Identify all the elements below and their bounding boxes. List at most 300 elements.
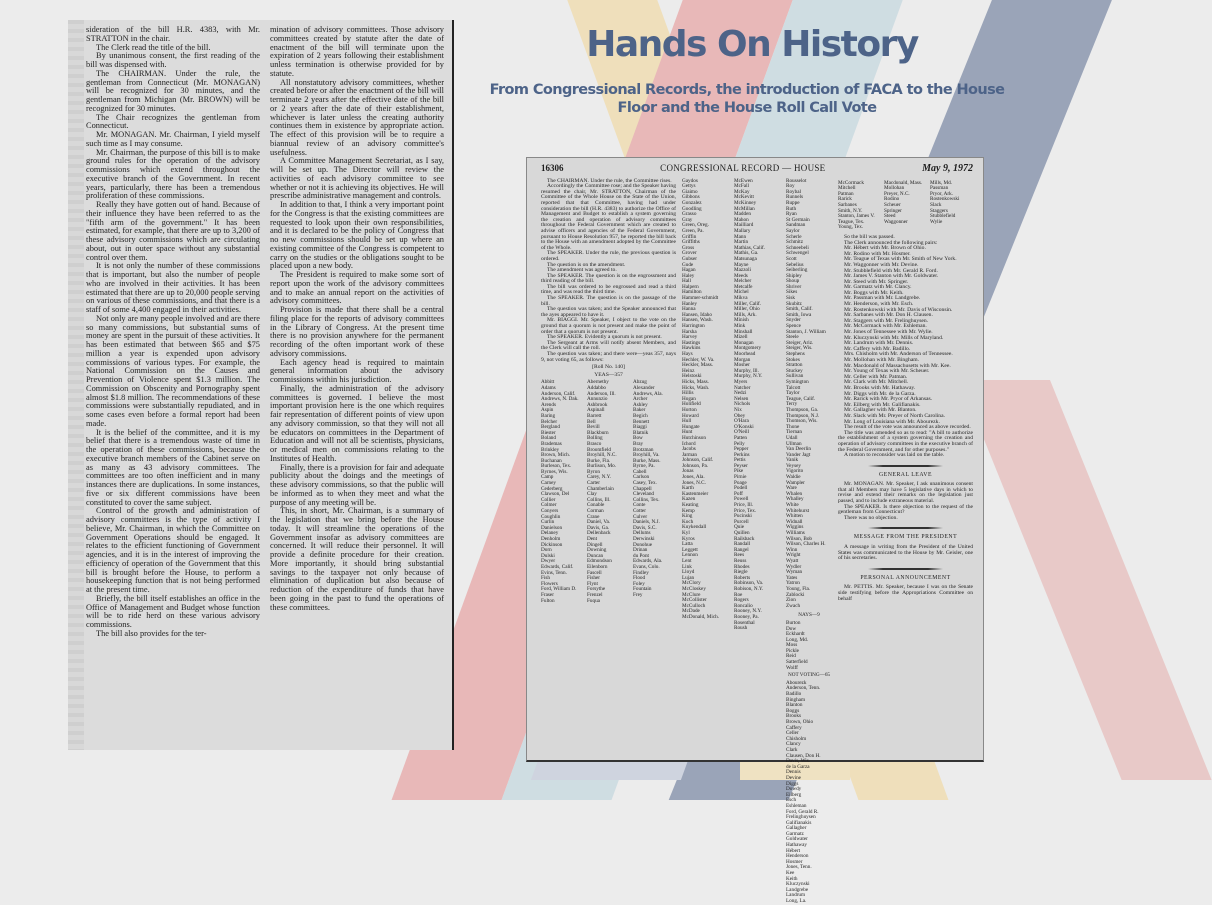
member-name: Wiggins	[786, 524, 804, 531]
member-name: Abzug	[633, 379, 647, 386]
member-name: Schneebeli	[786, 244, 809, 251]
member-name: Broomfield	[587, 446, 611, 453]
member-name: Rarick	[838, 196, 852, 203]
member-name: McClory	[682, 580, 701, 587]
publication-title: CONGRESSIONAL RECORD — HOUSE	[660, 163, 826, 173]
record-header	[541, 163, 973, 174]
member-name: Carter	[587, 480, 600, 487]
member-name: Burlison, Mo.	[587, 463, 616, 470]
member-name: Steele	[786, 334, 799, 341]
member-name: McDonald, Mich.	[682, 613, 720, 620]
member-name: Taylor	[786, 390, 800, 397]
member-name: Hogan	[682, 395, 696, 402]
member-name: Dorn	[541, 547, 552, 554]
member-name: O'Hara	[734, 418, 749, 425]
member-name: McKevitt	[734, 194, 754, 201]
pair-entry: Mr. Passman with Mr. Landgrebe.	[844, 295, 921, 302]
member-name: Hansen, Wash.	[682, 317, 713, 324]
member-name: Ashley	[633, 401, 648, 408]
member-name: Bergland	[541, 424, 560, 431]
pair-entry: Mr. Henderson, with Mr. Esch.	[844, 301, 914, 308]
member-name: Forsythe	[587, 586, 606, 593]
member-name: Smith, N.Y.	[838, 207, 863, 214]
member-name: Garmatz	[786, 830, 804, 837]
member-name: Dow	[786, 625, 797, 632]
member-name: Bray	[633, 440, 644, 447]
member-name: Wydler	[786, 563, 802, 570]
member-name: Corman	[587, 508, 604, 515]
member-name: McDade	[682, 608, 700, 615]
member-name: Fish	[541, 575, 550, 582]
member-name: Hays	[682, 351, 693, 357]
paragraph: Mr. MONAGAN. Mr. Chairman, I yield myself such time as I may consume.	[86, 130, 260, 148]
member-name: Whalen	[786, 490, 803, 497]
member-name: McClure	[682, 591, 701, 598]
member-name: Morgan	[734, 356, 751, 363]
paragraph: A Committee Management Secretariat, as I say, will be set up. The Director will review the activities of each advisory committee to see whether or not it is achieving its objectives. He will prescribe administrative management and controls.	[270, 156, 444, 201]
member-name: Kemp	[682, 507, 695, 514]
member-name: Abbitt	[541, 379, 555, 386]
member-name: Staggers	[930, 207, 948, 214]
paragraph: The amendment was agreed to.	[547, 267, 617, 274]
member-name: Robinson, Va.	[734, 580, 764, 587]
member-name: Byrne, Pa.	[633, 463, 655, 470]
paragraph: The SPEAKER. Evidently a quorum is not present.	[547, 334, 662, 341]
member-name: Roe	[734, 591, 743, 598]
page-bleed-edge	[68, 20, 84, 750]
member-name: Broyhill, N.C.	[587, 452, 617, 459]
member-name: Boggs	[786, 707, 800, 714]
member-name: McFall	[734, 183, 749, 190]
member-name: Danielson	[541, 524, 563, 531]
left-page-column-1	[86, 26, 260, 750]
member-name: Melcher	[734, 278, 752, 285]
member-name: Gonzalez	[682, 199, 702, 206]
member-name: Holifield	[682, 401, 701, 408]
member-name: Flowers	[541, 580, 558, 587]
member-name: Wilson, Charles H.	[786, 541, 826, 548]
pair-entry: Mr. Garmatz with Mr. Clancy.	[844, 284, 912, 291]
member-name: Leggett	[682, 546, 698, 553]
paragraph: The Chair recognizes the gentleman from Connecticut.	[86, 112, 260, 131]
member-name: Hutchinson	[682, 434, 706, 441]
member-name: Brasco	[587, 440, 602, 447]
member-name: Skubitz	[786, 300, 802, 307]
paragraph: Really they have gotten out of hand. Because of their influence they have been referred to as the "fifth arm of the government." It has been estimated, for example, that there are up to 3,200 of these advisory commissions which are circulating about, out in outer space without any substantial control over them.	[86, 200, 260, 262]
member-name: Stuckey	[786, 367, 803, 374]
member-name: Rooney, N.Y.	[734, 608, 762, 615]
member-name: Keating	[682, 502, 699, 509]
member-name: Patman	[838, 190, 854, 197]
member-name: McKay	[734, 188, 750, 195]
member-name: Cederberg	[541, 485, 563, 492]
member-name: Hunt	[682, 429, 693, 436]
paragraph: All nonstatutory advisory committees, whether created before or after the enactment of the bill will terminate 2 years after the effective date of the bill or 2 years after the date of their establishment, whichever is later unless the creating authority continues them in existence by appropriate action. The effect of this provision will be to require a biannual review of an advisory committee's usefulness.	[270, 77, 444, 157]
member-name: Kuykendall	[682, 524, 707, 531]
member-name: Thompson, Ga.	[786, 406, 819, 413]
member-name: Brinkley	[541, 446, 560, 453]
right-page-column-5	[838, 179, 973, 905]
member-name: Gallagher	[786, 825, 807, 832]
member-name: Pucinski	[734, 513, 752, 520]
member-name: Winn	[786, 546, 798, 553]
member-name: Vanik	[786, 457, 799, 464]
member-name: McCollister	[682, 597, 707, 604]
vote-result: The result of the vote was announced as above recorded.	[844, 424, 971, 431]
member-name: Smith, Calif.	[786, 306, 813, 313]
member-name: Aspinall	[587, 407, 605, 414]
pair-entry: Mr. Slack with Mr. Preyer of North Carolina.	[844, 412, 945, 419]
member-name: Yatron	[786, 580, 800, 587]
member-name: Addabbo	[587, 384, 607, 391]
member-name: Burleson, Tex.	[541, 463, 572, 470]
member-name: Adams	[541, 384, 556, 391]
member-name: Nelsen	[734, 395, 749, 402]
member-name: Goldwater	[786, 836, 808, 843]
member-name: Widnall	[786, 518, 803, 525]
member-name: Meeds	[734, 272, 748, 279]
member-name: du Pont	[633, 552, 649, 559]
member-name: Eckhardt	[786, 631, 805, 638]
member-name: White	[786, 502, 799, 509]
member-name: Tiernan	[786, 429, 802, 436]
member-name: Roncalio	[734, 602, 753, 609]
member-name: Lloyd	[682, 569, 695, 576]
member-name: Edmondson	[587, 558, 612, 565]
member-name: Green, Oreg.	[682, 222, 709, 229]
paragraph: The bill also provides for the ter-	[96, 628, 207, 638]
member-name: Barrett	[587, 412, 602, 419]
member-name: Sandman	[786, 222, 806, 229]
member-name: Curlin	[541, 519, 555, 526]
paragraph: The Clerk read the title of the bill.	[96, 42, 211, 52]
member-name: Terry	[786, 401, 798, 408]
member-name: Clausen, Don H.	[786, 752, 821, 759]
member-name: Eshleman	[786, 802, 807, 809]
member-name: Murphy, Ill.	[734, 367, 759, 374]
member-name: Devine	[786, 774, 801, 781]
member-name: Keith	[786, 875, 798, 882]
paragraph: mination of advisory committees. Those advisory committees created by statute after the date of enactment of the bill will terminate upon the expiration of 2 years following their establishment unless termination is otherwise provided for by statute.	[270, 25, 444, 78]
member-name: Rhodes	[734, 563, 750, 570]
member-name: Roy	[786, 183, 795, 190]
member-name: Clawson, Del	[541, 491, 570, 498]
pairs-intro: The Clerk announced the following pairs:	[844, 239, 938, 246]
member-name: Baring	[541, 412, 556, 419]
member-name: Frey	[633, 591, 643, 598]
paragraph: The question was taken; and the Speaker announced that the ayes appeared to have it.	[541, 306, 676, 318]
member-name: Sisk	[786, 295, 795, 302]
decorative-stripe-pink-lower	[960, 380, 1212, 780]
member-name: Hanna	[682, 306, 696, 313]
member-name: Cleveland	[633, 491, 655, 498]
member-name: Gibbons	[682, 194, 700, 201]
member-name: McMillan	[734, 205, 755, 212]
member-name: Myers	[734, 378, 748, 385]
member-name: Frelinghuysen	[786, 814, 816, 821]
member-name: Rangel	[734, 546, 749, 553]
member-name: Frenzel	[587, 591, 603, 598]
member-name: Satterfield	[786, 659, 808, 666]
member-name: Brown, Ohio	[786, 719, 814, 725]
member-name: Edwards, Ala.	[633, 558, 663, 565]
member-name: Mahon	[734, 216, 749, 223]
section-divider	[868, 527, 943, 529]
member-name: Howard	[682, 412, 699, 419]
member-name: Burton	[786, 619, 801, 626]
member-name: Perkins	[734, 451, 750, 458]
pair-entry: Mr. Rostenkowski with Mr. Davis of Wisconsin.	[844, 306, 953, 313]
member-name: Veysey	[786, 462, 801, 469]
member-name: Shriver	[786, 283, 802, 290]
member-name: Crane	[587, 513, 600, 520]
member-name: Vander Jagt	[786, 451, 811, 458]
member-name: Stokes	[786, 356, 800, 363]
member-name: Rogers	[734, 597, 749, 604]
member-name: Moorhead	[734, 351, 756, 357]
member-name: Carlson	[633, 474, 650, 481]
member-name: Patten	[734, 434, 747, 441]
member-name: Nedzi	[734, 390, 747, 397]
member-name: Montgomery	[734, 345, 762, 352]
member-name: Reid	[786, 653, 796, 660]
member-name: Rostenkowski	[930, 196, 960, 203]
member-name: Udall	[786, 434, 798, 441]
member-name: Andrews, Ala.	[633, 390, 663, 397]
pair-entry: Mr. Sarbanes with Mr. Don H. Clausen.	[844, 312, 933, 319]
member-name: Wyman	[786, 569, 803, 576]
member-name: Gubser	[682, 255, 697, 262]
member-name: Wilson, Bob	[786, 535, 813, 542]
member-name: Horton	[682, 406, 697, 413]
member-name: Macdonald, Mass.	[884, 179, 923, 186]
pair-entry: Mr. Diggs with Mr. de la Garza.	[844, 390, 916, 397]
member-name: Jones, Tenn.	[786, 864, 812, 871]
member-name: Bingham	[786, 696, 806, 703]
member-name: Mizell	[734, 334, 748, 341]
member-name: Nix	[734, 406, 742, 413]
member-name: Purcell	[734, 518, 749, 525]
member-name: Abernethy	[587, 379, 609, 386]
member-name: Badillo	[786, 691, 802, 698]
member-name: Jarman	[682, 451, 697, 458]
member-name: Downing	[587, 547, 607, 554]
member-name: Pike	[734, 468, 744, 475]
member-name: Byron	[587, 468, 600, 475]
member-name: Landrum	[786, 892, 806, 899]
pair-entry: Mr. Stubblefield with Mr. Gerald R. Ford.	[844, 267, 938, 274]
member-name: Belcher	[541, 418, 558, 425]
member-name: Williams	[786, 530, 805, 536]
member-name: Young, Tex.	[838, 224, 864, 231]
member-name: Hawkins	[682, 345, 701, 352]
member-name: Van Deerlin	[786, 446, 811, 453]
member-name: Sebelius	[786, 261, 804, 268]
member-name: Fulton	[541, 597, 555, 604]
roll-number: [Roll No. 140]	[592, 364, 625, 371]
member-name: Riegle	[734, 569, 748, 576]
member-name: Lennon	[682, 552, 698, 559]
paragraph: The SPEAKER. Under the rule, the previous question is ordered.	[541, 250, 676, 262]
member-name: Sikes	[786, 289, 798, 296]
member-name: Anderson, Calif.	[541, 390, 576, 397]
member-name: Koch	[682, 518, 694, 525]
member-name: Saylor	[786, 227, 800, 234]
member-name: Conyers	[541, 508, 559, 515]
section-divider	[868, 465, 943, 467]
member-name: Dwyer	[541, 558, 556, 565]
member-name: Robison, N.Y.	[734, 585, 764, 592]
not-voting-heading: NOT VOTING—65	[787, 672, 831, 679]
member-name: Jacobs	[682, 446, 696, 453]
yeas-heading: YEAS—357	[594, 371, 623, 378]
member-name: Karth	[682, 485, 694, 492]
message-text: A message in writing from the President of the United States was communicated to the House by Mr. Geisler, one of his secretaries.	[838, 544, 973, 562]
paragraph: The CHAIRMAN. Under the rule, the Committee rises.	[547, 177, 672, 184]
member-name: de la Garza	[786, 763, 810, 770]
member-name: Harrington	[682, 323, 705, 330]
member-name: Spence	[786, 323, 801, 330]
member-name: Eilenborn	[587, 563, 608, 570]
member-name: Johnson, Pa.	[682, 462, 709, 469]
member-name: Biester	[541, 429, 556, 436]
member-name: Hanley	[682, 300, 697, 307]
paragraph: The SPEAKER. The question is on the passage of the bill.	[541, 295, 676, 307]
member-name: Bow	[633, 435, 643, 442]
member-name: Bennett	[633, 418, 650, 425]
nays-heading: NAYS—9	[798, 612, 820, 619]
member-name: Rosenthal	[734, 619, 755, 626]
member-name: Hicks, Wash.	[682, 384, 710, 391]
member-name: McCloskey	[682, 585, 706, 592]
member-name: Boland	[541, 435, 556, 442]
pair-entry: Mr. Waggonner with Mr. Devine.	[844, 261, 919, 268]
member-name: Mills, Md.	[930, 179, 953, 186]
member-name: Podell	[734, 485, 748, 492]
paragraph: The Sergeant at Arms will notify absent Members, and the Clerk will call the roll.	[541, 339, 676, 352]
member-name: Mitchell	[838, 185, 856, 192]
paragraph: The SPEAKER. The question is on the engrossment and third reading of the bill.	[541, 272, 676, 285]
member-name: Daniel, Va.	[587, 519, 611, 526]
member-name: Poff	[734, 490, 743, 497]
member-name: Pryor, Ark.	[930, 190, 953, 197]
message-heading: MESSAGE FROM THE PRESIDENT	[853, 534, 958, 541]
paragraph: The President is required to make some sort of report upon the work of the advisory committees and to make an annual report on the activities of advisory committees.	[270, 270, 444, 306]
member-name: Stubblefield	[930, 213, 956, 220]
speaker-objection: The SPEAKER. Is there objection to the request of the gentleman from Connecticut?	[838, 503, 973, 516]
member-name: McEwen	[734, 177, 753, 184]
member-name: Fuqua	[587, 597, 600, 604]
member-name: Brotzman	[633, 446, 654, 453]
member-name: Clark	[786, 746, 798, 753]
member-name: Zion	[786, 597, 796, 604]
pair-entry: Mr. Rodino with Mr. Hosmer.	[844, 250, 911, 257]
member-name: Grover	[682, 250, 697, 257]
member-name: Steiger, Ariz.	[786, 339, 814, 346]
member-name: Buchanan	[541, 457, 562, 464]
member-name: Smith, Iowa	[786, 311, 812, 318]
member-name: Heinz	[682, 367, 695, 374]
member-name: Kyl	[682, 530, 690, 536]
member-name: Burke, Fla.	[587, 457, 611, 464]
member-name: McKinney	[734, 199, 757, 206]
title-block	[470, 24, 1024, 117]
member-name: Whalley	[786, 496, 804, 503]
member-name: Dellenback	[587, 530, 611, 537]
member-name: Hansen, Idaho	[682, 311, 712, 318]
member-name: Poage	[734, 479, 747, 486]
member-name: Pelly	[734, 440, 745, 447]
page-number: 16306	[541, 163, 564, 173]
member-name: Harsha	[682, 328, 697, 335]
member-name: Collins, Ill.	[587, 496, 611, 503]
member-name: Teague, Tex.	[838, 218, 865, 225]
paragraph: This, in short, Mr. Chairman, is a summary of the legislation that we bring before the House today. It will streamline the operations of the Government insofar as advisory committees are concerned. It will reduce their personnel. It will provide a definite procedure for their creation. More importantly, it should bring substantial savings to the taxpayer not only because of elimination of duplication but also because of reduction of the expenditure of funds that have been going in the past to fund the operations of these committees.	[270, 506, 444, 612]
member-name: Nichols	[734, 401, 751, 408]
member-name: Davis, Wis.	[786, 758, 811, 765]
member-name: Stratton	[786, 362, 803, 369]
member-name: Thone	[786, 423, 800, 430]
member-name: Caffery	[786, 724, 802, 731]
member-name: Fascell	[587, 569, 602, 576]
member-name: McCormack	[838, 179, 864, 186]
member-name: Obey	[734, 412, 746, 419]
member-name: Denholm	[541, 536, 561, 542]
member-name: Preyer, N.C.	[884, 190, 910, 197]
pair-entry: Mr. Long of Louisiana with Mr. Abourezk.	[844, 418, 940, 425]
record-date: May 9, 1972	[922, 163, 973, 174]
pair-entry: Mr. Mollohan with Mr. Bingham.	[844, 357, 920, 363]
member-name: Latta	[682, 541, 693, 548]
pair-entry: Mr. Gallagher with Mr. Blanton.	[844, 407, 917, 414]
member-name: Price, Tex.	[734, 507, 757, 514]
member-name: Seiberling	[786, 267, 808, 274]
member-name: Anderson, Tenn.	[786, 685, 821, 692]
personal-announcement-heading: PERSONAL ANNOUNCEMENT	[860, 574, 951, 581]
paragraph: Finally, there is a provision for fair and adequate publicity about the doings and the meetings of these advisory commissions, so that the public will be informed as to when they meet and what the purpose of any meeting will be.	[270, 462, 444, 507]
member-name: Ashbrook	[587, 401, 608, 408]
member-name: Landgrebe	[786, 886, 809, 893]
member-name: Stephens	[786, 351, 805, 357]
paragraph: The bill was ordered to be engrossed and read a third time, and was read the third time.	[541, 283, 676, 296]
member-name: Chamberlain	[587, 485, 614, 492]
member-name: Vigorito	[786, 468, 804, 475]
member-name: Aspin	[541, 407, 554, 414]
member-name: Waldie	[786, 474, 801, 481]
pair-entry: Mr. Celler with Mr. Patman.	[844, 373, 908, 380]
member-name: Madden	[734, 211, 751, 218]
member-name: Dennis	[786, 769, 801, 776]
paragraph: In addition to that, I think a very important point for the Congress is that the existing committees are requested to look upon their own responsibilities, and it is declared to be the policy of Congress that no new commissions should be set up where an existing committee of the Congress is competent to carry on the studies or the obligations sought to be placed upon a new body.	[270, 200, 444, 271]
member-name: Baker	[633, 407, 646, 414]
member-name: Eilberg	[786, 791, 802, 798]
member-name: Reuss	[734, 557, 747, 564]
member-name: Edwards, Calif.	[541, 563, 574, 570]
member-name: Hosmer	[786, 858, 803, 865]
member-name: Celler	[786, 730, 799, 737]
member-name: Flood	[633, 575, 646, 582]
member-name: Giaimo	[682, 188, 698, 195]
member-name: Mailliard	[734, 222, 754, 229]
member-name: St Germain	[786, 216, 810, 223]
member-name: Natcher	[734, 384, 751, 391]
member-name: Byrnes, Wis.	[541, 468, 568, 475]
member-name: Harvey	[682, 334, 698, 341]
section-divider	[868, 568, 943, 570]
member-name: Archer	[633, 396, 648, 403]
paragraph: It is not only the number of these commissions that is important, but also the number of people who are involved in their activities. It has been estimated that there are up to 20,000 people serving on various of these commissions, and that there is a staff of some 4,400 engaged in their activities.	[86, 261, 260, 314]
member-name: Ware	[786, 485, 797, 492]
